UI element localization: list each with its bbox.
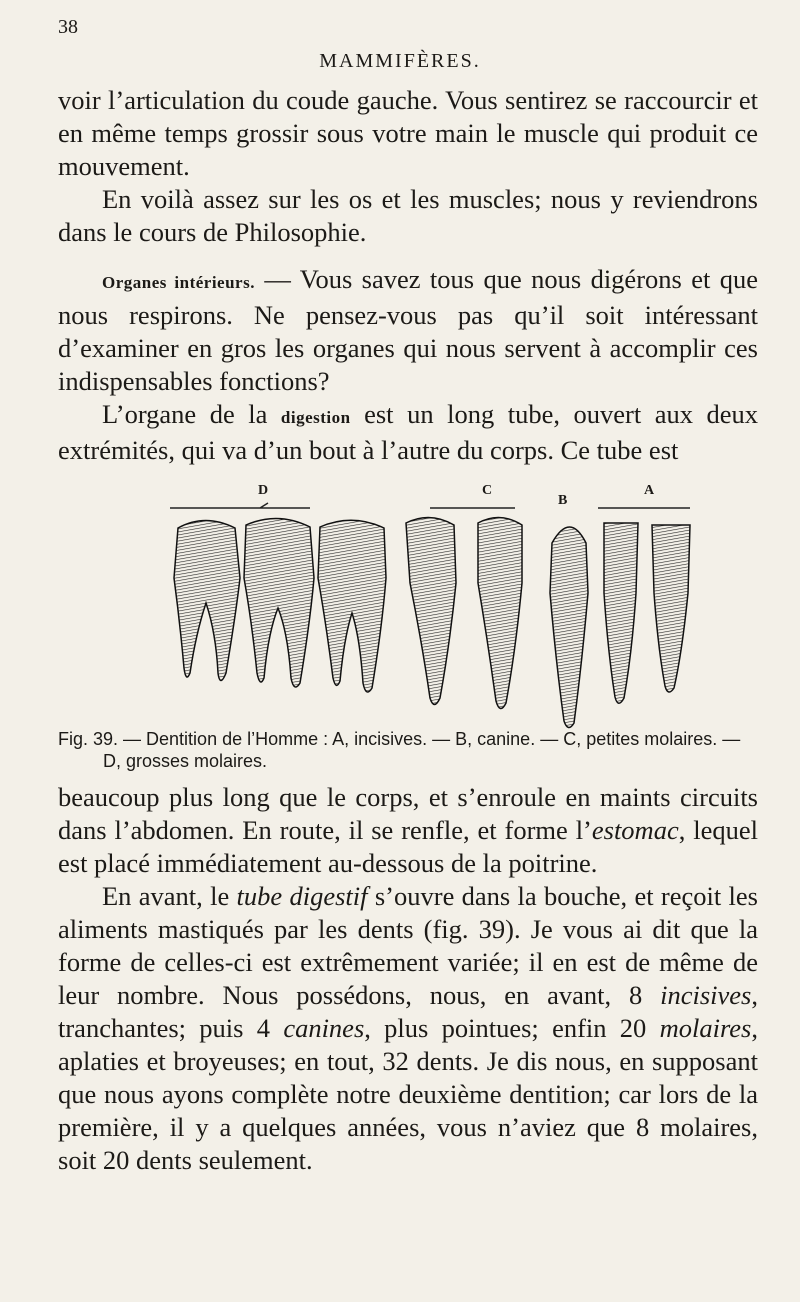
term-incisives: incisives <box>660 980 752 1010</box>
molar-tooth-1 <box>174 521 240 681</box>
paragraph-organes <box>58 263 758 398</box>
paragraph-continuation: voir l’articulation du coude gauche. Vous sentirez se raccourcir et en même temps grossir sous votre main le muscle qui produit ce mouvement. <box>58 85 758 181</box>
figure-caption <box>58 728 758 772</box>
incisor-tooth-1 <box>604 523 638 703</box>
paragraph-os-muscles: En voilà assez sur les os et les muscles; nous y reviendrons dans le cours de Philosophie. <box>58 184 758 247</box>
term-estomac: estomac <box>591 815 679 845</box>
paragraph-digestion: L’organe de la digestion est un long tube, ouvert aux deux extrémités, qui va d’un bout à l’autre du corps. Ce tube est <box>58 399 758 465</box>
canine-tooth <box>550 527 588 728</box>
term-molaires: molaires <box>659 1013 752 1043</box>
paragraph-estomac: beaucoup plus long que le corps, et s’enroule en maints circuits dans l’abdomen. En route, il se renfle, et forme l’estomac, lequel est placé immédiatement au-dessous de la poitrine. <box>58 782 758 878</box>
caption-line-1: Fig. 39. — Dentition de l’Homme : A, incisives. — B, canine. — C, petites molaires. — <box>58 729 741 749</box>
teeth-illustration <box>160 483 720 733</box>
page-number: 38 <box>58 16 78 38</box>
incisor-tooth-2 <box>652 525 690 692</box>
text-block-top <box>58 84 758 249</box>
molar-tooth-3 <box>318 520 386 692</box>
caption-line-2: D, grosses molaires. <box>103 751 268 771</box>
section-text: — Vous savez tous que nous digérons et que nous respirons. Ne pensez-vous pas qu’il soit intéressant d’examiner en gros les organes qui nous servent à accomplir ces indispensables fonctions? <box>58 264 758 396</box>
digestion-term: digestion <box>280 408 351 427</box>
premolar-tooth-1 <box>406 517 456 704</box>
label-c: C <box>482 483 493 498</box>
paragraph-dents: En avant, le tube digestif s’ouvre dans la bouche, et reçoit les aliments mastiqués par les dents (fig. 39). Je vous ai dit que la forme de celles-ci est extrêmement variée; il en est de même de leur nombre. Nous possédons, nous, en avant, 8 incisives, tranchantes; puis 4 canines, plus pointues; enfin 20 molaires, aplaties et broyeuses; en tout, 32 dents. Je dis nous, en supposant que nous ayons complète notre deuxième dentition; car lors de la première, il y a quelques années, vous n’aviez que 8 molaires, soit 20 dents seulement. <box>58 881 758 1175</box>
dentition-figure <box>160 483 720 733</box>
text-block-organes <box>58 263 758 467</box>
running-head: MAMMIFÈRES. <box>319 50 481 72</box>
section-heading: Organes intérieurs. <box>102 273 255 292</box>
label-d: D <box>258 483 269 498</box>
term-canines: canines <box>283 1013 365 1043</box>
label-b: B <box>558 493 568 508</box>
premolar-tooth-2 <box>478 517 522 708</box>
text-block-bottom <box>58 781 758 1177</box>
molar-tooth-2 <box>244 518 314 687</box>
term-tube-digestif: tube digestif <box>236 881 368 911</box>
label-a: A <box>644 483 655 498</box>
